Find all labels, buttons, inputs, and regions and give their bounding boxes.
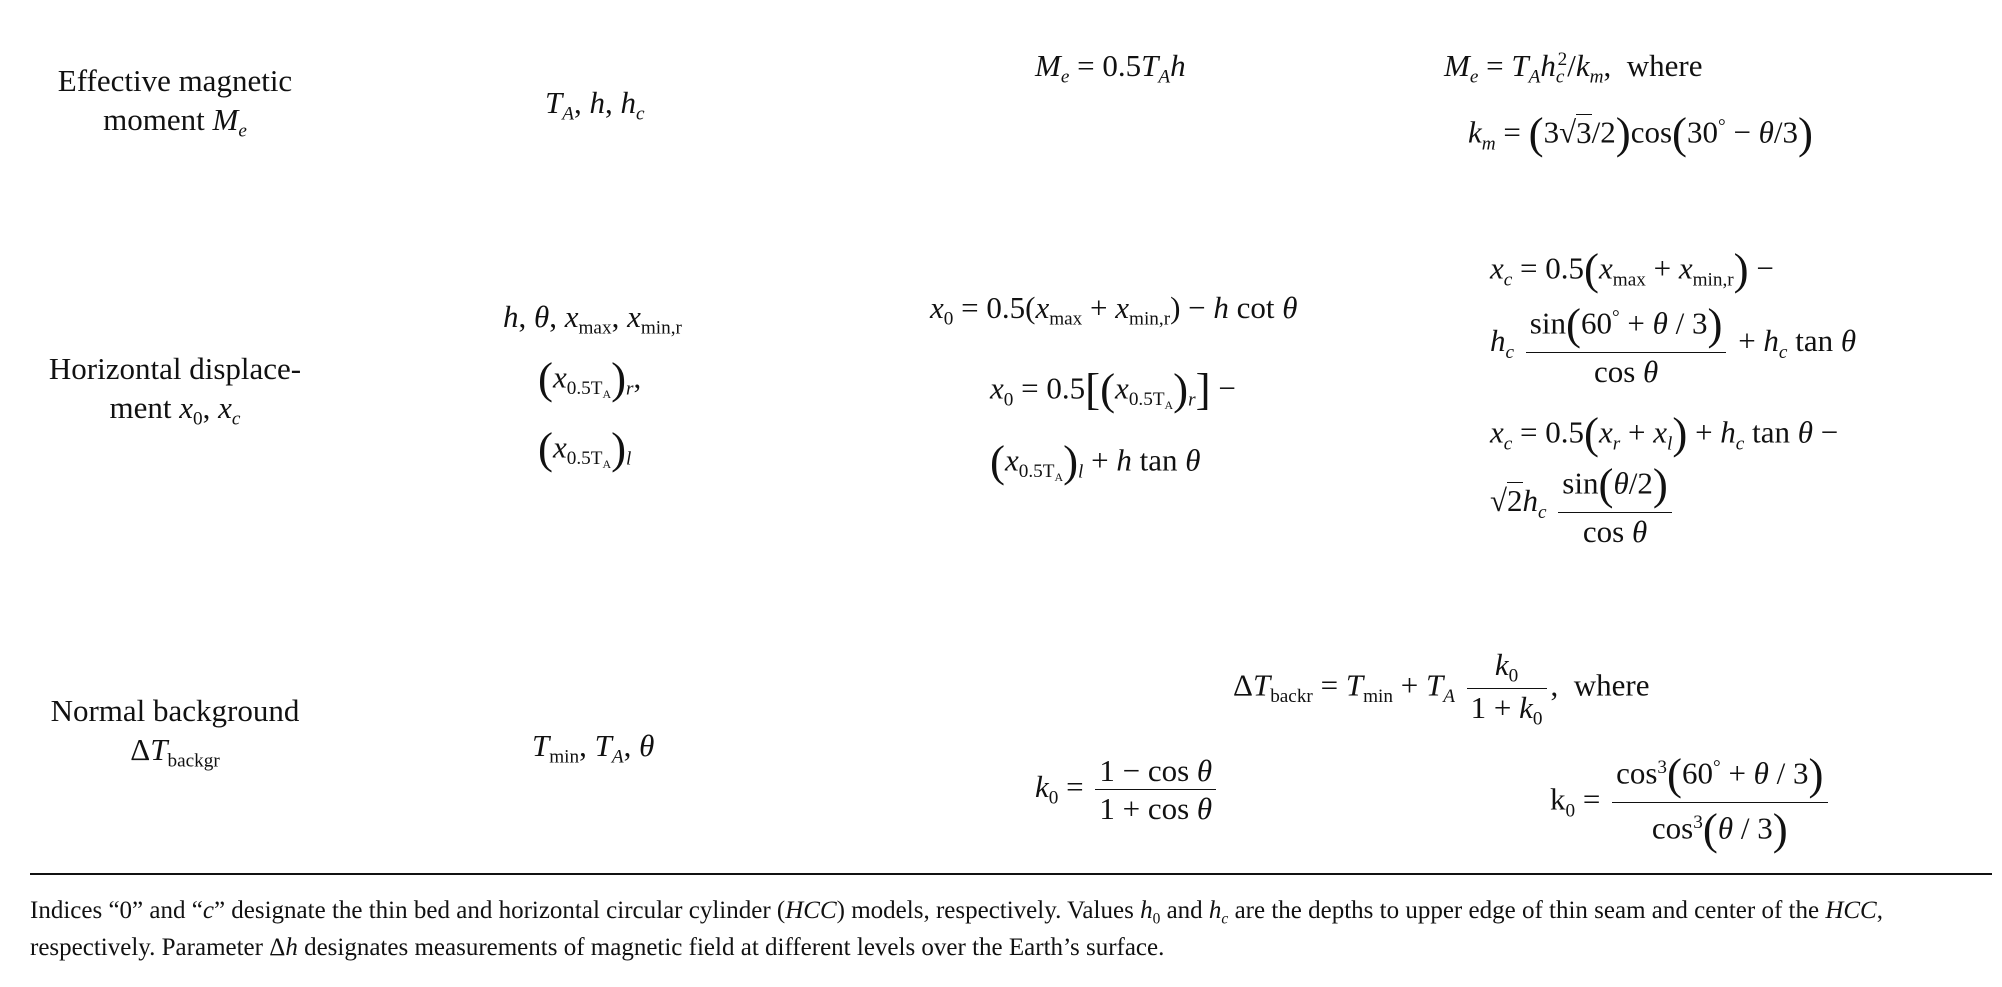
eq-thin-bed-moment: $M_e = 0.5T_Ah$ <box>1035 48 1186 88</box>
params-effective-moment: $T_A$, h, $h_c$ <box>545 85 645 125</box>
fraction: $\frac{\sin(\theta/2)}{\text{cos θ}}$ <box>1558 458 1671 550</box>
eq-thin-bed-x0-1: $x_0 = 0.5(x_{max} + x_{min,r}) - h$ cot θ <box>930 290 1298 330</box>
label-line-1: Normal background <box>50 693 300 728</box>
eq-thin-bed-x0-2: $x_0 = 0.5[(x_{0.5T_A})_r]$ − <box>990 364 1236 414</box>
label-line-2: ment $x_0$, $x_c$ <box>109 389 241 430</box>
eq-hcc-km: $k_m = (3√3/2)\cos(30^\circ - \theta/3)$ <box>1468 108 1813 158</box>
label-line-1: Horizontal displace- <box>48 351 302 386</box>
fraction: $\frac{\sin(60^\circ + \theta / 3)}{\text{cos θ}}$ <box>1526 298 1727 390</box>
params-horizontal-3: $(x_{0.5T_A})_l$ <box>538 423 632 473</box>
params-horizontal-2: $(x_{0.5T_A})_r$, <box>538 353 642 403</box>
eq-thin-bed-x0-3: $(x_{0.5T_A})_l + h$ tan θ <box>990 436 1201 486</box>
fraction: $\frac{k_0}{1 + k_0}$ <box>1467 646 1547 731</box>
eq-hcc-xc-4: $√2h_c$ $\frac{\sin(\theta/2)}{\text{cos θ}}$ <box>1490 458 1676 550</box>
eq-thin-bed-k0: $k_0$ = $\frac{\text{1 − cos θ}}{\text{1 + cos θ}}$ <box>1035 752 1220 827</box>
eq-shared-background: $\Delta T_{backr} = T_{min} + T_A$ $\frac{k_0}{1 + k_0}$ , where <box>1233 647 1650 730</box>
fraction: $\frac{\cos^3(60^\circ + \theta / 3)}{\cos^3(\theta / 3)}$ <box>1612 748 1827 857</box>
params-horizontal-1: h, θ, $x_{max}$, $x_{min,r}$ <box>503 299 682 339</box>
fraction: $\frac{\text{1 − cos θ}}{\text{1 + cos θ}}$ <box>1095 752 1216 827</box>
params-background: $T_{min}$, $T_A$, θ <box>532 728 655 768</box>
row-label-normal-background <box>30 692 320 773</box>
eq-hcc-xc-1: $x_c = 0.5(x_{max} + x_{min,r})$ − <box>1490 244 1774 294</box>
label-line-1: Effective magnetic <box>57 63 293 98</box>
table-bottom-rule <box>30 873 1992 875</box>
row-label-effective-moment <box>30 62 320 143</box>
eq-hcc-moment-1: $M_e = T_Ah_c^2/k_m$, where <box>1444 48 1703 88</box>
eq-hcc-xc-3: $x_c = 0.5(x_r + x_l) + h_c$ tan θ − <box>1490 408 1839 458</box>
label-line-2: $\Delta T_{backgr}$ <box>130 731 220 772</box>
table-footnote: Indices “0” and “c” designate the thin bed and horizontal circular cylinder (HCC) models, respectively. Values $h_0$ and $h_c$ are the depths to upper edge of thin seam and center of the HCC, respectively. Parameter Δh designates measurements of magnetic field at different levels over the Earth’s surface. <box>30 897 1883 962</box>
label-line-2: moment $M_e$ <box>103 101 247 142</box>
row-label-horizontal-displacement <box>30 350 320 431</box>
eq-hcc-xc-2: $h_c$ $\frac{\sin(60^\circ + \theta / 3)}{\text{cos θ}}$ + $h_c$ tan θ <box>1490 299 1857 389</box>
eq-hcc-k0: $k_0$ = $\frac{\cos^3(60^\circ + \theta / 3)}{\cos^3(\theta / 3)}$ <box>1550 748 1832 857</box>
